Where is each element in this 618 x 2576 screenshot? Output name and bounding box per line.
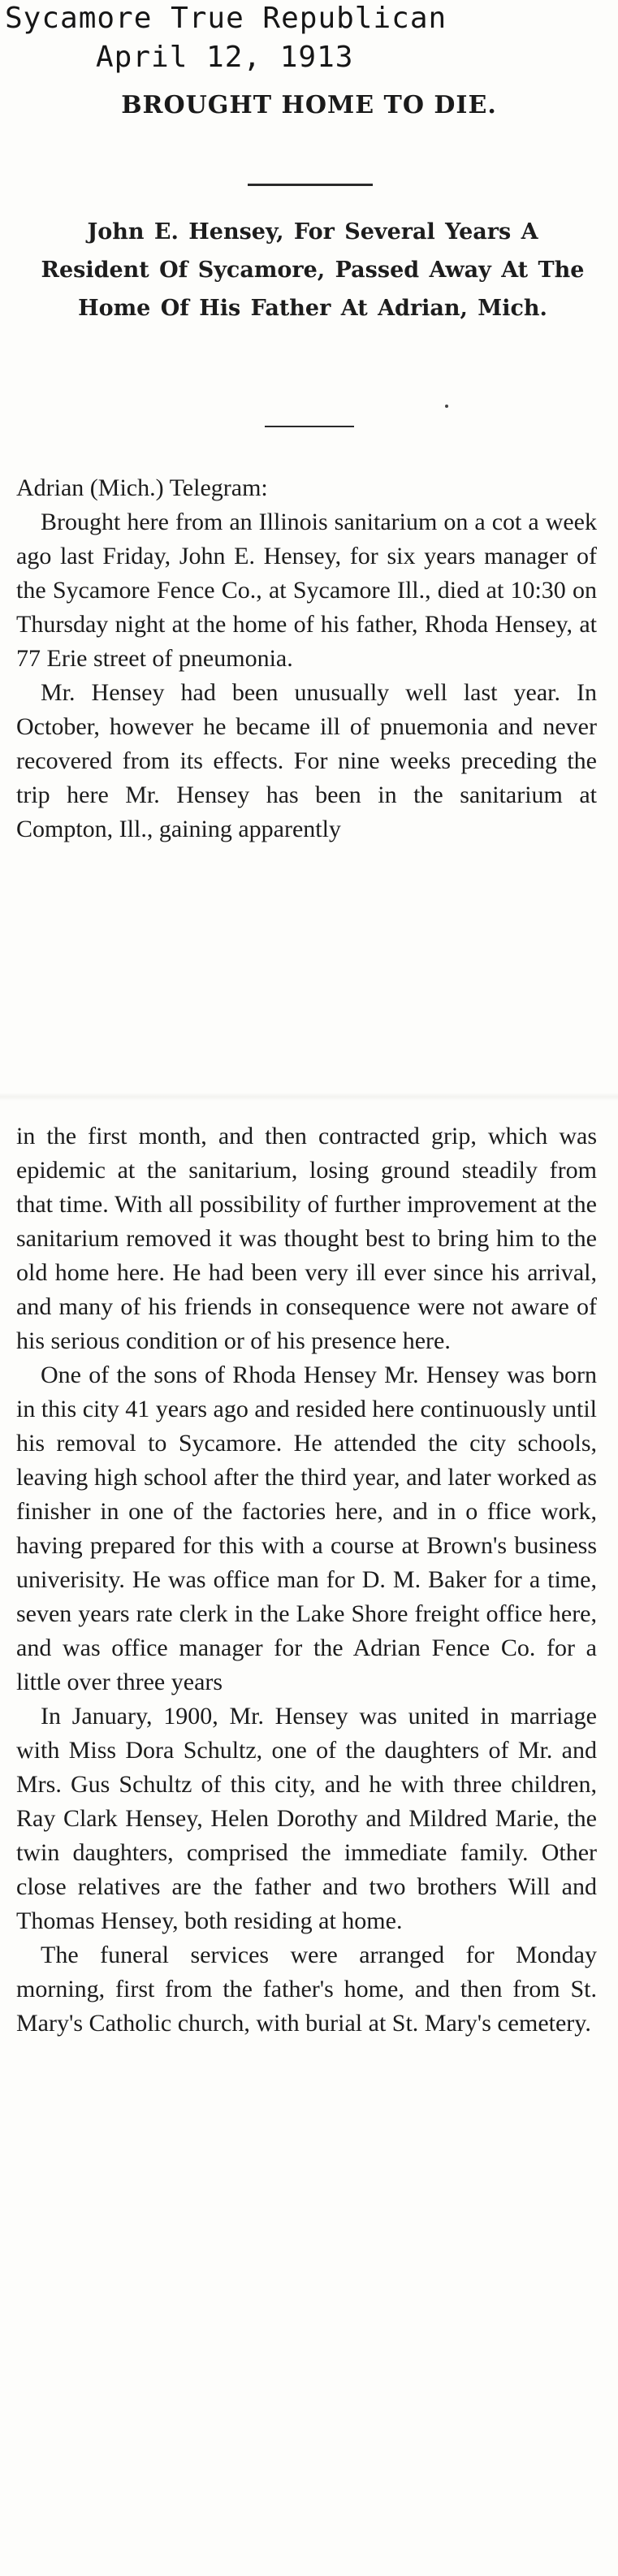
deck-rule: [265, 426, 354, 427]
clipping-seam: [0, 1093, 618, 1101]
newspaper-name: Sycamore True Republican: [5, 2, 447, 35]
article-column-2: [16, 1119, 597, 2041]
article-column-1: [16, 471, 597, 846]
headline-rule: [248, 184, 373, 186]
print-speck: [445, 405, 448, 408]
article-paragraph: One of the sons of Rhoda Hensey Mr. Hensey was born in this city 41 years ago and resided here continuously until his removal to Sycamore. He attended the city schools, leaving high school after the third year, and later worked as finisher in one of the factories here, and in o ffice work, having prepared for this with a course at Brown's business univerisity. He was office man for D. M. Baker for a time, seven years rate clerk in the Lake Shore freight office here, and was office manager for the Adrian Fence Co. for a little over three years: [16, 1362, 597, 1695]
headline: BROUGHT HOME TO DIE.: [121, 91, 497, 119]
article-paragraph: In January, 1900, Mr. Hensey was united in marriage with Miss Dora Schultz, one of the daughters of Mr. and Mrs. Gus Schultz of this city, and he with three children, Ray Clark Hensey, Helen Dorothy and Mildred Marie, the twin daughters, comprised the immediate family. Other close relatives are the father and two brothers Will and Thomas Hensey, both residing at home.: [16, 1703, 597, 1934]
subheadline: John E. Hensey, For Several Years A Resident Of Sycamore, Passed Away At The Home Of His Father At Adrian, Mich.: [41, 219, 585, 321]
article-paragraph-continued: in the first month, and then contracted grip, which was epidemic at the sanitarium, losing ground steadily from that time. With all possibility of further improvement at the sanitarium removed it was thought best to bring him to the old home here. He had been very ill ever since his arrival, and many of his friends in consequence were not aware of his serious condition or of his presence here.: [16, 1123, 597, 1354]
article-paragraph: The funeral services were arranged for Monday morning, first from the father's home, and then from St. Mary's Catholic church, with burial at St. Mary's cemetery.: [16, 1942, 597, 2037]
article-paragraph: Mr. Hensey had been unusually well last year. In October, however he became ill of pnuemonia and never recovered from its effects. For nine weeks preceding the trip here Mr. Hensey has been in the sanitarium at Compton, Ill., gaining apparently: [16, 679, 597, 842]
publication-date: April 12, 1913: [96, 41, 354, 74]
dateline: Adrian (Mich.) Telegram:: [16, 474, 268, 501]
article-paragraph: Brought here from an Illinois sanitarium on a cot a week ago last Friday, John E. Hensey, for six years manager of the Sycamore Fence Co., at Sycamore Ill., died at 10:30 on Thursday night at the home of his father, Rhoda Hensey, at 77 Erie street of pneumonia.: [16, 509, 597, 672]
